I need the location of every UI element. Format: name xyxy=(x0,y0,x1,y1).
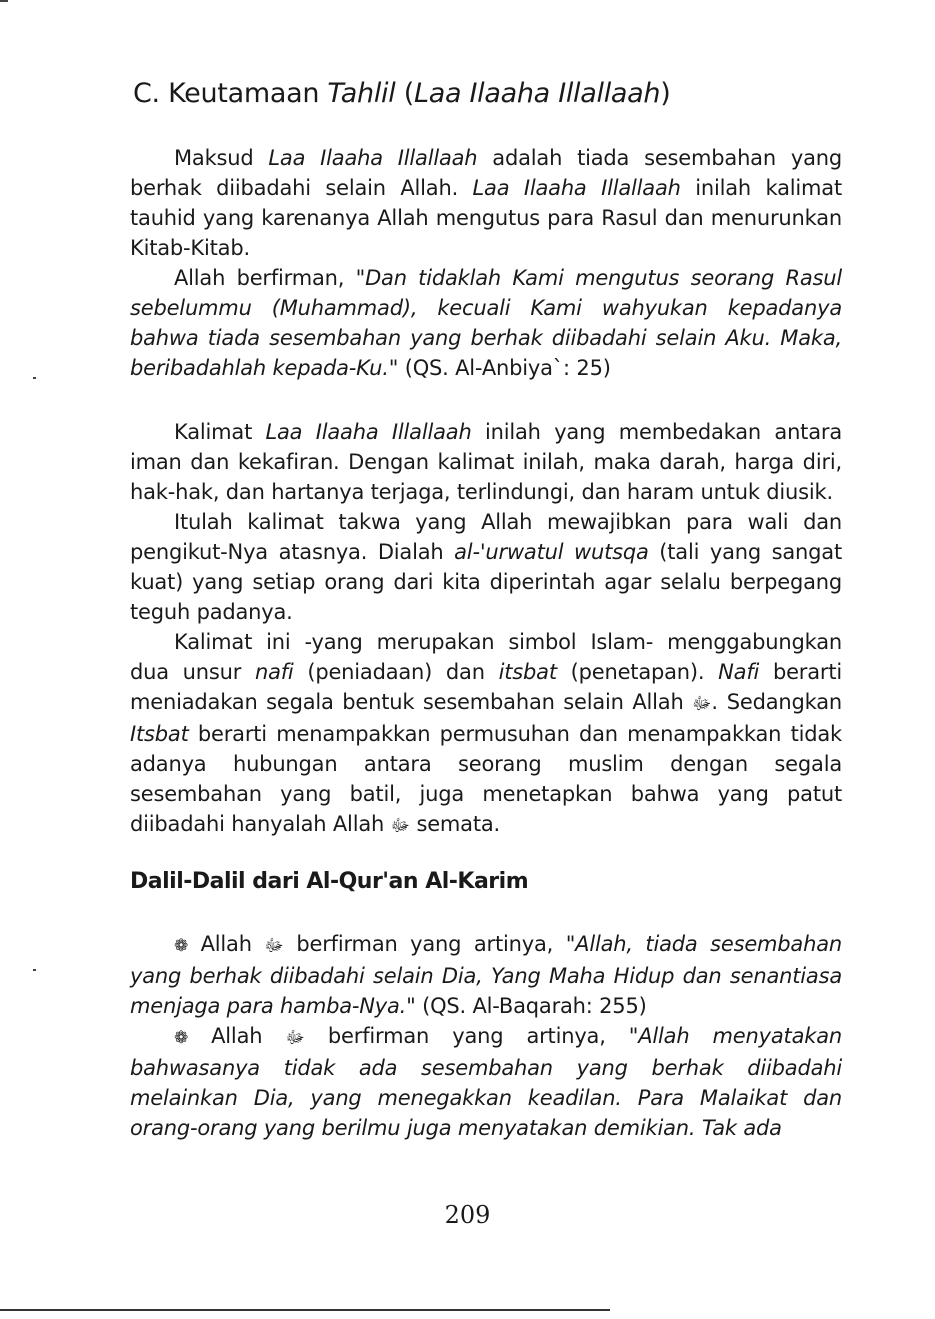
honorific-symbol: ﷻ xyxy=(692,694,712,714)
bullet-icon: ❁ xyxy=(174,936,189,956)
paragraph: Kalimat Laa Ilaaha Illallaah inilah yang membedakan antara iman dan kekafiran. Dengan kalimat inilah, maka darah, harga diri, hak-hak, dan hartanya terjaga, terlindungi, dan haram untuk diusik. xyxy=(130,420,842,504)
section-1-text xyxy=(130,143,842,383)
page-number: 209 xyxy=(444,1201,491,1229)
section-3-text xyxy=(130,929,842,1143)
honorific-symbol: ﷻ xyxy=(390,816,410,836)
sub-heading: Dalil-Dalil dari Al-Qur'an Al-Karim xyxy=(130,869,529,894)
bottom-rule xyxy=(0,1309,610,1311)
paragraph: Allah berfirman, "Dan tidaklah Kami mengutus seorang Rasul sebelummu (Muhammad), kecuali Kami wahyukan kepadanya bahwa tiada sesembahan yang berhak diibadahi selain Aku. Maka, beribadahlah kepada-Ku." (QS. Al-Anbiya`: 25) xyxy=(130,266,842,380)
paragraph: Itulah kalimat takwa yang Allah mewajibkan para wali dan pengikut-Nya atasnya. Dialah al-'urwatul wutsqa (tali yang sangat kuat) yang setiap orang dari kita diperintah agar selalu berpegang teguh padanya. xyxy=(130,510,842,624)
honorific-symbol: ﷻ xyxy=(285,1028,305,1048)
honorific-symbol: ﷻ xyxy=(264,936,284,956)
paragraph: ❁ Allah ﷻ berfirman yang artinya, "Allah menyatakan bahwasanya tidak ada sesembahan yang berhak diibadahi melainkan Dia, yang menegakkan keadilan. Para Malaikat dan orang-orang yang berilmu juga menyatakan demikian. Tak ada xyxy=(130,1024,842,1140)
corner-mark xyxy=(0,0,8,2)
margin-mark xyxy=(33,969,36,971)
section-2-text xyxy=(130,417,842,841)
section-heading: C. Keutamaan Tahlil (Laa Ilaaha Illallaah) xyxy=(133,78,671,109)
paragraph: Maksud Laa Ilaaha Illallaah adalah tiada sesembahan yang berhak diibadahi selain Allah. Laa Ilaaha Illallaah inilah kalimat tauhid yang karenanya Allah mengutus para Rasul dan menurunkan Kitab-Kitab. xyxy=(130,146,842,260)
paragraph: Kalimat ini -yang merupakan simbol Islam- menggabungkan dua unsur nafi (peniadaan) dan itsbat (penetapan). Nafi berarti meniadakan segala bentuk sesembahan selain Allah ﷻ. Sedangkan Itsbat berarti menampakkan permusuhan dan menampakkan tidak adanya hubungan antara seorang muslim dengan segala sesembahan yang batil, juga menetapkan bahwa yang patut diibadahi hanyalah Allah ﷻ semata. xyxy=(130,630,843,836)
paragraph: ❁ Allah ﷻ berfirman yang artinya, "Allah, tiada sesembahan yang berhak diibadahi selain Dia, Yang Maha Hidup dan senantiasa menjaga para hamba-Nya." (QS. Al-Baqarah: 255) xyxy=(130,932,842,1018)
bullet-icon: ❁ xyxy=(174,1028,189,1048)
margin-mark xyxy=(33,377,36,379)
